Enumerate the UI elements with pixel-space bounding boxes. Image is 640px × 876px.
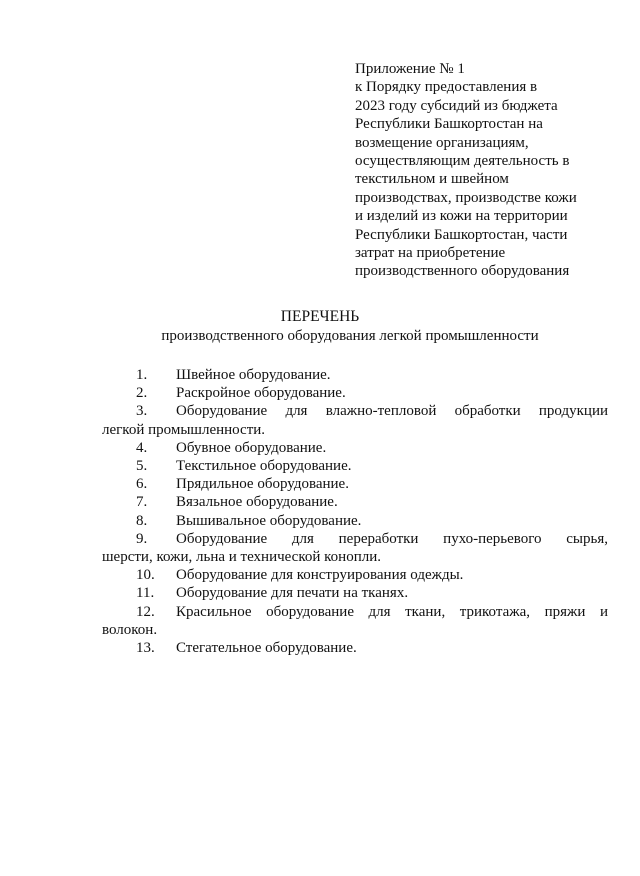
item-text-continuation: волокон. xyxy=(102,621,158,638)
list-item xyxy=(102,639,608,657)
item-number: 13. xyxy=(136,640,155,657)
item-text: Вязальное оборудование. xyxy=(176,494,338,511)
item-text: Стегательное оборудование. xyxy=(176,640,357,657)
appendix-line: производствах, производстве кожи xyxy=(355,189,577,206)
list-item xyxy=(102,603,608,639)
list-item xyxy=(102,439,608,457)
item-text-continuation: легкой промышленности. xyxy=(102,421,266,438)
item-number: 11. xyxy=(136,585,155,602)
item-text: Швейное оборудование. xyxy=(176,367,331,383)
item-number: 2. xyxy=(136,385,148,402)
item-text: Красильное оборудование для ткани, трикотажа, пряжи и xyxy=(176,603,608,620)
list-item xyxy=(102,512,608,530)
document-title: ПЕРЕЧЕНЬ xyxy=(280,308,360,325)
appendix-line: Республики Башкортостан на xyxy=(355,116,543,133)
item-text: Оборудование для переработки пухо-перьевого сырья, xyxy=(176,530,608,547)
item-text: Раскройное оборудование. xyxy=(176,385,346,402)
list-item xyxy=(102,475,608,493)
appendix-line: Республики Башкортостан, части xyxy=(355,226,568,243)
item-number: 6. xyxy=(136,476,148,493)
document-subtitle: производственного оборудования легкой промышленности xyxy=(161,328,539,344)
item-text: Оборудование для конструирования одежды. xyxy=(176,567,464,584)
list-item xyxy=(102,566,608,584)
equipment-list xyxy=(102,366,608,657)
appendix-line: осуществляющим деятельность в xyxy=(355,153,570,170)
list-item xyxy=(102,384,608,402)
appendix-line: и изделий из кожи на территории xyxy=(355,208,568,225)
item-text-continuation: шерсти, кожи, льна и технической конопли. xyxy=(102,549,381,566)
appendix-line: затрат на приобретение xyxy=(355,245,506,262)
item-text: Обувное оборудование. xyxy=(176,439,327,456)
item-number: 1. xyxy=(136,367,148,383)
list-item xyxy=(102,457,608,475)
appendix-line: возмещение организациям, xyxy=(355,134,529,151)
item-text: Оборудование для влажно-тепловой обработки продукции xyxy=(176,403,608,420)
item-number: 8. xyxy=(136,512,148,529)
item-text: Прядильное оборудование. xyxy=(176,476,349,493)
item-text: Вышивальное оборудование. xyxy=(176,512,362,529)
item-text: Текстильное оборудование. xyxy=(176,458,352,475)
item-number: 4. xyxy=(136,439,148,456)
appendix-line: производственного оборудования xyxy=(355,263,570,280)
appendix-header xyxy=(355,60,625,281)
appendix-line: Приложение № 1 xyxy=(355,61,465,77)
item-number: 3. xyxy=(136,403,148,420)
item-number: 10. xyxy=(136,567,155,584)
item-number: 5. xyxy=(136,458,148,475)
list-item xyxy=(102,584,608,602)
appendix-line: к Порядку предоставления в xyxy=(355,79,538,96)
appendix-line: 2023 году субсидий из бюджета xyxy=(355,97,558,114)
list-item xyxy=(102,493,608,511)
item-number: 7. xyxy=(136,494,148,511)
item-number: 9. xyxy=(136,530,148,547)
list-item xyxy=(102,530,608,566)
appendix-line: текстильном и швейном xyxy=(355,171,509,188)
item-number: 12. xyxy=(136,603,155,620)
list-item xyxy=(102,402,608,438)
item-text: Оборудование для печати на тканях. xyxy=(176,585,409,602)
list-item xyxy=(102,366,608,384)
